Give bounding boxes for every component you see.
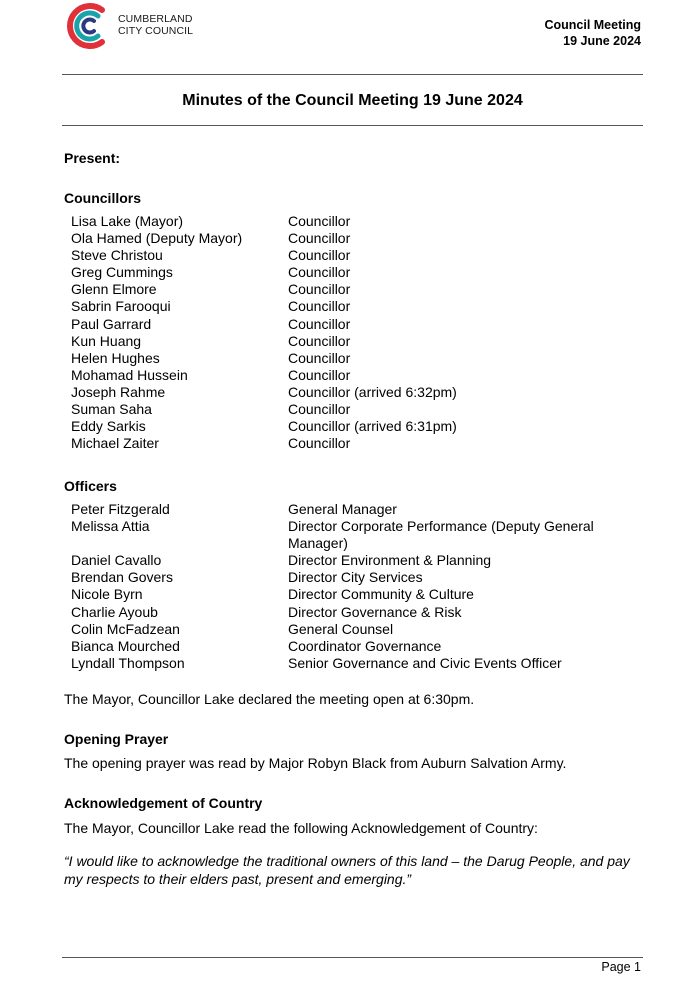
list-item bbox=[71, 569, 631, 586]
member-name: Sabrin Farooqui bbox=[71, 298, 171, 315]
member-name: Kun Huang bbox=[71, 332, 142, 349]
list-item bbox=[71, 316, 631, 333]
footer-divider bbox=[62, 957, 643, 958]
member-role: Councillor bbox=[288, 264, 351, 281]
list-item bbox=[71, 552, 631, 569]
councillors-heading: Councillors bbox=[64, 190, 142, 206]
opening-prayer-text: The opening prayer was read by Major Robyn Black from Auburn Salvation Army. bbox=[64, 755, 567, 771]
list-item bbox=[71, 604, 631, 621]
list-item bbox=[71, 213, 631, 230]
member-name: Bianca Mourched bbox=[71, 637, 180, 654]
page-number: Page 1 bbox=[601, 960, 641, 974]
member-name: Steve Christou bbox=[71, 247, 163, 264]
list-item bbox=[71, 501, 631, 518]
list-item bbox=[71, 518, 631, 552]
member-name: Melissa Attia bbox=[71, 518, 150, 535]
officers-heading: Officers bbox=[64, 478, 117, 494]
list-item bbox=[71, 418, 631, 435]
list-item bbox=[71, 247, 631, 264]
member-role: Councillor (arrived 6:31pm) bbox=[288, 418, 457, 435]
member-role: Coordinator Governance bbox=[288, 637, 442, 654]
member-role: Councillor bbox=[288, 366, 351, 383]
member-role: Councillor bbox=[288, 315, 351, 332]
list-item bbox=[71, 281, 631, 298]
list-item bbox=[71, 655, 631, 672]
member-role: Councillor (arrived 6:32pm) bbox=[288, 383, 457, 400]
member-role: Councillor bbox=[288, 230, 351, 247]
member-name: Paul Garrard bbox=[71, 315, 152, 332]
org-name-line1: CUMBERLAND bbox=[118, 13, 193, 25]
member-role: Councillor bbox=[288, 349, 351, 366]
list-item bbox=[71, 350, 631, 367]
officers-list bbox=[71, 501, 631, 672]
list-item bbox=[71, 264, 631, 281]
member-role: Councillor bbox=[288, 281, 351, 298]
title-divider bbox=[62, 125, 643, 126]
member-name: Eddy Sarkis bbox=[71, 418, 146, 435]
member-name: Joseph Rahme bbox=[71, 383, 166, 400]
member-role: Councillor bbox=[288, 213, 351, 229]
member-name: Suman Saha bbox=[71, 401, 152, 418]
member-role: Director Governance & Risk bbox=[288, 603, 462, 620]
councillors-list bbox=[71, 213, 631, 452]
org-name bbox=[118, 13, 193, 37]
member-role: Senior Governance and Civic Events Officer bbox=[288, 654, 562, 671]
page-title: Minutes of the Council Meeting 19 June 2024 bbox=[182, 92, 523, 109]
header-meeting-info bbox=[544, 17, 641, 49]
meeting-type: Council Meeting bbox=[544, 18, 641, 32]
member-role: Councillor bbox=[288, 332, 351, 349]
list-item bbox=[71, 333, 631, 350]
acknowledgement-intro: The Mayor, Councillor Lake read the following Acknowledgement of Country: bbox=[64, 820, 538, 836]
member-name: Colin McFadzean bbox=[71, 620, 180, 637]
member-name: Peter Fitzgerald bbox=[71, 501, 170, 517]
member-role: Director Corporate Performance (Deputy General Manager) bbox=[288, 518, 594, 552]
member-name: Greg Cummings bbox=[71, 264, 173, 281]
member-role: Director City Services bbox=[288, 569, 423, 586]
member-name: Lyndall Thompson bbox=[71, 654, 185, 671]
list-item bbox=[71, 384, 631, 401]
member-name: Charlie Ayoub bbox=[71, 603, 158, 620]
member-role: General Manager bbox=[288, 501, 397, 517]
member-role: Councillor bbox=[288, 247, 351, 264]
list-item bbox=[71, 621, 631, 638]
member-name: Ola Hamed (Deputy Mayor) bbox=[71, 230, 243, 247]
org-name-line2: CITY COUNCIL bbox=[118, 25, 194, 37]
list-item bbox=[71, 401, 631, 418]
member-role: General Counsel bbox=[288, 620, 394, 637]
member-name: Lisa Lake (Mayor) bbox=[71, 213, 184, 229]
list-item bbox=[71, 298, 631, 315]
member-name: Brendan Govers bbox=[71, 569, 173, 586]
member-role: Councillor bbox=[288, 401, 351, 418]
acknowledgement-quote: “I would like to acknowledge the traditional owners of this land – the Darug People, and pay my respects to their elders past, present and emerging.” bbox=[64, 853, 630, 887]
member-role: Director Community & Culture bbox=[288, 586, 474, 603]
member-role: Councillor bbox=[288, 298, 351, 315]
member-name: Mohamad Hussein bbox=[71, 366, 188, 383]
cumberland-logo-icon bbox=[64, 0, 112, 52]
opening-statement: The Mayor, Councillor Lake declared the meeting open at 6:30pm. bbox=[64, 691, 475, 707]
meeting-date: 19 June 2024 bbox=[563, 34, 641, 48]
member-name: Helen Hughes bbox=[71, 349, 160, 366]
opening-prayer-heading: Opening Prayer bbox=[64, 731, 169, 747]
member-role: Councillor bbox=[288, 435, 351, 452]
header-divider bbox=[62, 74, 643, 75]
list-item bbox=[71, 638, 631, 655]
member-name: Daniel Cavallo bbox=[71, 552, 162, 569]
member-name: Michael Zaiter bbox=[71, 435, 159, 452]
member-name: Nicole Byrn bbox=[71, 586, 143, 603]
list-item bbox=[71, 230, 631, 247]
member-name: Glenn Elmore bbox=[71, 281, 157, 298]
present-heading: Present: bbox=[64, 150, 121, 166]
member-role: Director Environment & Planning bbox=[288, 552, 492, 569]
list-item bbox=[71, 367, 631, 384]
list-item bbox=[71, 586, 631, 603]
list-item bbox=[71, 435, 631, 452]
acknowledgement-heading: Acknowledgement of Country bbox=[64, 795, 263, 811]
